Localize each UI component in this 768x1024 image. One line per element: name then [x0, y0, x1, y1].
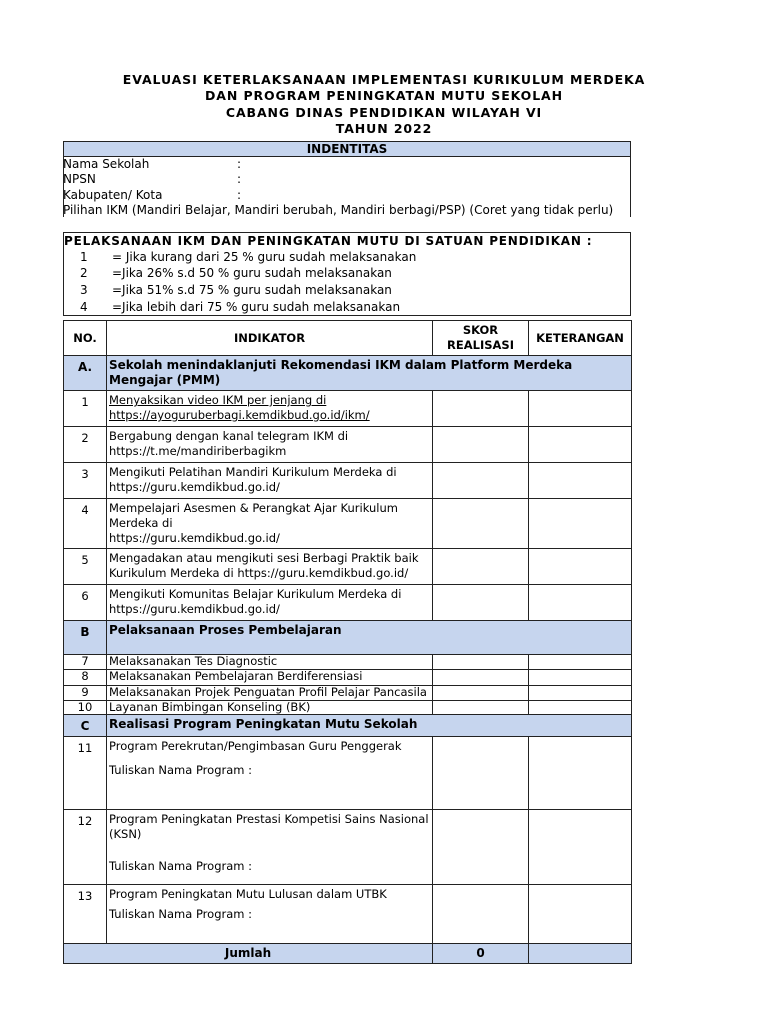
row-5-indicator	[107, 549, 433, 585]
row-12-score-cell[interactable]	[433, 810, 529, 885]
section-a-code: A.	[64, 356, 107, 391]
title-line-1: EVALUASI KETERLAKSANAAN IMPLEMENTASI KURIKULUM MERDEKA	[122, 72, 646, 87]
header-indikator: INDIKATOR	[107, 321, 433, 356]
row-8-note-cell[interactable]	[529, 670, 632, 686]
header-skor: SKOR REALISASI	[433, 321, 529, 356]
identity-header	[63, 141, 631, 157]
row-2-no: 2	[64, 427, 107, 463]
row-6-note-cell[interactable]	[529, 585, 632, 621]
row-9-score-cell[interactable]	[433, 686, 529, 701]
row-4-note-cell[interactable]	[529, 499, 632, 549]
level-1-text: = Jika kurang dari 25 % guru sudah melaksanakan	[112, 250, 417, 264]
row-2-link[interactable]: https://t.me/mandiriberbagikm	[109, 444, 287, 458]
row-12-note-cell[interactable]	[529, 810, 632, 885]
row-5-text: Mengadakan atau mengikuti sesi Berbagi Praktik baik	[109, 551, 419, 565]
row-10-note-cell[interactable]	[529, 701, 632, 715]
row-11-text: Program Perekrutan/Pengimbasan Guru Penggerak	[109, 739, 402, 753]
row-7-note-cell[interactable]	[529, 655, 632, 670]
row-4-no: 4	[64, 499, 107, 549]
header-no: NO.	[64, 321, 107, 356]
level-2-text: =Jika 26% s.d 50 % guru sudah melaksanakan	[112, 266, 392, 280]
table-row	[64, 585, 632, 621]
level-3-text: =Jika 51% s.d 75 % guru sudah melaksanakan	[112, 283, 392, 297]
header-keterangan: KETERANGAN	[529, 321, 632, 356]
row-3-indicator	[107, 463, 433, 499]
row-13-no: 13	[64, 885, 107, 944]
row-11-program-prompt: Tuliskan Nama Program :	[109, 763, 253, 777]
total-label: Jumlah	[64, 944, 433, 964]
table-row	[64, 686, 632, 701]
row-5-no: 5	[64, 549, 107, 585]
row-1-score-cell[interactable]	[433, 391, 529, 427]
row-11-note-cell[interactable]	[529, 737, 632, 810]
row-13-indicator	[107, 885, 433, 944]
row-5-note-cell[interactable]	[529, 549, 632, 585]
level-2-num: 2	[80, 266, 88, 280]
row-13-score-cell[interactable]	[433, 885, 529, 944]
field-npsn-label: NPSN	[63, 172, 96, 186]
row-11-score-cell[interactable]	[433, 737, 529, 810]
row-12-program-prompt: Tuliskan Nama Program :	[109, 859, 253, 873]
row-3-text: Mengikuti Pelatihan Mandiri Kurikulum Merdeka di	[109, 465, 397, 479]
row-8-score-cell[interactable]	[433, 670, 529, 686]
row-12-text: Program Peningkatan Prestasi Kompetisi Sains Nasional (KSN)	[109, 812, 429, 841]
row-8-indicator: Melaksanakan Pembelajaran Berdiferensiasi	[107, 670, 433, 686]
row-4-link[interactable]: https://guru.kemdikbud.go.id/	[109, 531, 280, 545]
row-6-link[interactable]: https://guru.kemdikbud.go.id/	[109, 602, 280, 616]
title-line-3: CABANG DINAS PENDIDIKAN WILAYAH VI	[225, 105, 543, 120]
table-row	[64, 427, 632, 463]
section-b-row	[64, 621, 632, 655]
section-b-title: Pelaksanaan Proses Pembelajaran	[107, 621, 632, 655]
row-7-score-cell[interactable]	[433, 655, 529, 670]
table-row	[64, 391, 632, 427]
row-1-note-cell[interactable]	[529, 391, 632, 427]
row-2-score-cell[interactable]	[433, 427, 529, 463]
evaluation-table	[63, 320, 632, 964]
title-line-2: DAN PROGRAM PENINGKATAN MUTU SEKOLAH	[204, 88, 563, 103]
section-a-row	[64, 356, 632, 391]
section-b-code: B	[64, 621, 107, 655]
row-1-text: Menyaksikan video IKM per jenjang di	[109, 393, 327, 407]
row-9-note-cell[interactable]	[529, 686, 632, 701]
table-row	[64, 737, 632, 810]
row-13-note-cell[interactable]	[529, 885, 632, 944]
field-nama-sekolah-colon: :	[237, 157, 242, 171]
row-11-indicator	[107, 737, 433, 810]
row-4-indicator	[107, 499, 433, 549]
row-2-note-cell[interactable]	[529, 427, 632, 463]
section-a-title: Sekolah menindaklanjuti Rekomendasi IKM dalam Platform Merdeka Mengajar (PMM)	[107, 356, 632, 391]
table-row	[64, 549, 632, 585]
row-10-no: 10	[64, 701, 107, 715]
row-1-indicator	[107, 391, 433, 427]
row-10-indicator: Layanan Bimbingan Konseling (BK)	[107, 701, 433, 715]
row-3-link[interactable]: https://guru.kemdikbud.go.id/	[109, 480, 280, 494]
implementation-heading: PELAKSANAAN IKM DAN PENINGKATAN MUTU DI SATUAN PENDIDIKAN :	[64, 234, 593, 248]
row-13-program-prompt: Tuliskan Nama Program :	[109, 907, 253, 921]
field-kabupaten-label: Kabupaten/ Kota	[63, 188, 163, 202]
row-8-no: 8	[64, 670, 107, 686]
row-3-note-cell[interactable]	[529, 463, 632, 499]
section-c-code: C	[64, 715, 107, 737]
row-2-text: Bergabung dengan kanal telegram IKM di	[109, 429, 349, 443]
level-3-num: 3	[80, 283, 88, 297]
row-12-no: 12	[64, 810, 107, 885]
identity-header-label: INDENTITAS	[306, 142, 388, 156]
table-row	[64, 655, 632, 670]
row-6-no: 6	[64, 585, 107, 621]
row-11-no: 11	[64, 737, 107, 810]
section-c-row	[64, 715, 632, 737]
row-6-score-cell[interactable]	[433, 585, 529, 621]
level-1-num: 1	[80, 250, 88, 264]
table-row	[64, 701, 632, 715]
section-c-title: Realisasi Program Peningkatan Mutu Sekolah	[107, 715, 632, 737]
row-4-score-cell[interactable]	[433, 499, 529, 549]
row-7-no: 7	[64, 655, 107, 670]
row-1-no: 1	[64, 391, 107, 427]
row-13-text: Program Peningkatan Mutu Lulusan dalam UTBK	[109, 887, 387, 901]
row-12-indicator	[107, 810, 433, 885]
table-row	[64, 463, 632, 499]
table-row	[64, 670, 632, 686]
table-row	[64, 499, 632, 549]
row-4-text: Mempelajari Asesmen & Perangkat Ajar Kurikulum Merdeka di	[109, 501, 398, 530]
table-header-row	[64, 321, 632, 356]
field-npsn-colon: :	[237, 172, 242, 186]
row-6-text: Mengikuti Komunitas Belajar Kurikulum Merdeka di	[109, 587, 402, 601]
row-5-score-cell[interactable]	[433, 549, 529, 585]
row-9-no: 9	[64, 686, 107, 701]
identity-right-border	[630, 156, 631, 217]
total-row	[64, 944, 632, 964]
row-3-score-cell[interactable]	[433, 463, 529, 499]
field-nama-sekolah-label: Nama Sekolah	[63, 157, 150, 171]
row-9-indicator: Melaksanakan Projek Penguatan Profil Pelajar Pancasila	[107, 686, 433, 701]
row-5-link[interactable]: Kurikulum Merdeka di https://guru.kemdikbud.go.id/	[109, 566, 409, 580]
row-10-score-cell[interactable]	[433, 701, 529, 715]
ikm-choice-text: Pilihan IKM (Mandiri Belajar, Mandiri berubah, Mandiri berbagi/PSP) (Coret yang tidak perlu)	[63, 203, 614, 217]
row-7-indicator: Melaksanakan Tes Diagnostic	[107, 655, 433, 670]
table-row	[64, 885, 632, 944]
level-4-text: =Jika lebih dari 75 % guru sudah melaksanakan	[112, 300, 401, 314]
row-1-link[interactable]: https://ayoguruberbagi.kemdikbud.go.id/ikm/	[109, 408, 370, 422]
title-line-4: TAHUN 2022	[335, 121, 433, 136]
row-2-indicator	[107, 427, 433, 463]
row-3-no: 3	[64, 463, 107, 499]
field-kabupaten-colon: :	[237, 188, 242, 202]
table-row	[64, 810, 632, 885]
total-value: 0	[433, 944, 529, 964]
row-6-indicator	[107, 585, 433, 621]
level-4-num: 4	[80, 300, 88, 314]
total-note-cell	[529, 944, 632, 964]
